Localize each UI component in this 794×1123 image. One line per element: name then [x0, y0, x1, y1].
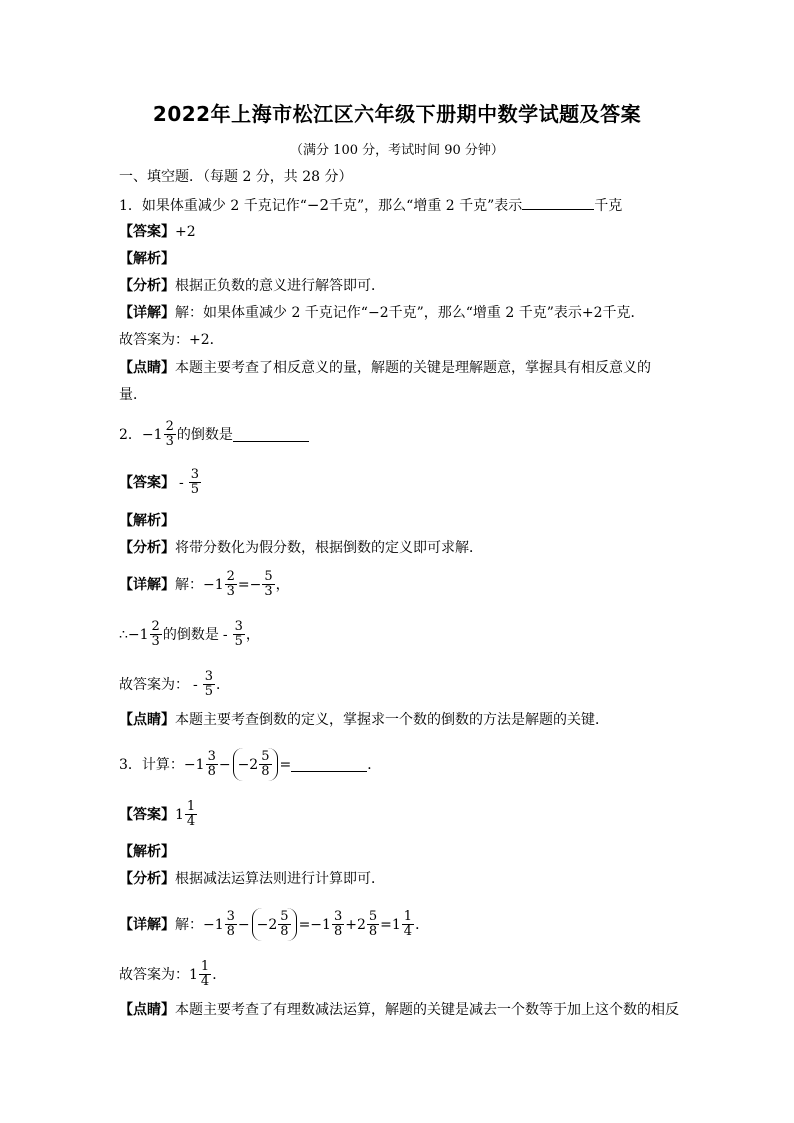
q3-minus: − [218, 756, 231, 773]
q2-detail-rden: 3 [264, 584, 273, 599]
q2-conclusion [119, 670, 230, 699]
q1-conclusion: 故答案为：+2． [119, 332, 224, 348]
q2-conclusion-prefix: 故答案为： [119, 676, 189, 693]
analysis-label: 【解析】 [119, 513, 175, 529]
q3-answer-num: 1 [186, 799, 196, 814]
q1-suffix: 千克 [594, 198, 623, 214]
q2-detail-result [262, 570, 274, 599]
q3-d-c-num: 3 [333, 909, 343, 924]
q3-conclusion-end: ． [212, 966, 227, 983]
q2-answer [119, 468, 202, 497]
q1-answer-blank [522, 195, 594, 210]
analysis-label: 【解析】 [119, 251, 175, 267]
q3-prefix: 3．计算： [119, 756, 184, 773]
q3-conclusion-whole: 1 [189, 966, 198, 983]
q3-paren [233, 748, 278, 781]
q2-detail [119, 570, 290, 599]
q2-answer-fraction [189, 468, 201, 497]
q2-fenxi-text: 将带分数化为假分数，根据倒数的定义即可求解． [175, 540, 483, 556]
q3-d-a-fraction [225, 910, 237, 939]
q1-answer-value: +2 [175, 224, 196, 240]
q2-detail-whole: −1 [203, 576, 224, 593]
q2-answer-num: 3 [190, 467, 200, 482]
detail-label: 【详解】 [119, 916, 175, 933]
q3-end: ． [367, 756, 382, 773]
comment-label: 【点睛】 [119, 360, 175, 376]
q2-therefore-mid: 的倒数是 [162, 626, 219, 643]
q3-d-b-num: 5 [280, 909, 289, 924]
q3-detail [119, 908, 429, 941]
q2-fenxi [119, 538, 483, 558]
q1-detail [119, 303, 645, 323]
q1-fenxi-text: 根据正负数的意义进行解答即可． [175, 278, 385, 294]
q2-therefore-den: 3 [151, 634, 160, 649]
q2-frac-den: 3 [165, 434, 174, 449]
q3-answer-row [119, 800, 198, 829]
q2-therefore-whole: ∴−1 [119, 626, 149, 643]
detail-label: 【详解】 [119, 305, 175, 321]
q2-therefore-fraction [150, 620, 162, 649]
q3-detail-prefix: 解： [175, 916, 203, 933]
q3-d-b-den: 8 [280, 924, 289, 939]
q3-d-paren [252, 908, 297, 941]
question-1 [119, 195, 622, 216]
section-heading: 一、填空题．（每题 2 分，共 28 分） [119, 169, 353, 185]
q3-detail-row [119, 908, 429, 941]
q3-d-a-den: 8 [226, 924, 235, 939]
q3-d-d-num: 5 [368, 909, 378, 924]
q2-analysis [119, 511, 175, 531]
q2-therefore-aden: 5 [234, 634, 243, 649]
q3-d-minus: − [237, 916, 250, 933]
q2-expression [119, 420, 309, 449]
q1-comment-cont: 量． [119, 387, 147, 403]
q2-detail-num: 2 [226, 569, 235, 584]
q2-fraction [164, 420, 176, 449]
q2-detail-den: 3 [226, 584, 235, 599]
q3-a-den: 8 [207, 764, 216, 779]
q3-b-den: 8 [261, 764, 270, 779]
q3-d-c-den: 8 [333, 924, 343, 939]
q2-whole: −1 [141, 426, 163, 443]
q3-d-result-fraction [402, 910, 414, 939]
q2-detail-prefix: 解： [175, 576, 203, 593]
fenxi-label: 【分析】 [119, 871, 175, 887]
q3-comment [119, 1000, 679, 1020]
q2-detail-row [119, 570, 290, 599]
fenxi-label: 【分析】 [119, 540, 175, 556]
q2-answer-den: 5 [190, 482, 200, 497]
q3-conclusion-num: 1 [200, 959, 210, 974]
q2-conclusion-row [119, 670, 230, 699]
analysis-label: 【解析】 [119, 844, 175, 860]
q3-answer-den: 4 [186, 814, 196, 829]
q1-detail-text: 解：如果体重减少 2 千克记作“−2千克”，那么“增重 2 千克”表示+2千克． [175, 305, 645, 321]
q3-b-whole: −2 [237, 756, 259, 773]
q3-answer-fraction [185, 800, 197, 829]
q3-answer-whole: 1 [175, 806, 184, 823]
q2-comment-text: 本题主要考查倒数的定义，掌握求一个数的倒数的方法是解题的关键． [175, 712, 609, 728]
q2-detail-rnum: 5 [264, 569, 273, 584]
q2-suffix: 的倒数是 [176, 426, 233, 443]
q2-therefore [119, 620, 260, 649]
detail-label: 【详解】 [119, 576, 175, 593]
q3-conclusion-prefix: 故答案为： [119, 966, 189, 983]
exam-info: （满分 100 分，考试时间 90 分钟） [290, 143, 504, 158]
q3-fenxi-text: 根据减法运算法则进行计算即可． [175, 871, 385, 887]
q3-d-a-num: 3 [226, 909, 235, 924]
q3-d-eq1: =−1 [298, 916, 331, 933]
q3-b-num: 5 [261, 749, 270, 764]
q3-d-r-num: 1 [403, 909, 413, 924]
answer-label: 【答案】 [119, 224, 175, 240]
q1-analysis [119, 249, 175, 269]
q2-therefore-answer [233, 620, 245, 649]
q3-d-d-fraction [367, 910, 379, 939]
fenxi-label: 【分析】 [119, 278, 175, 294]
q3-answer-blank [291, 757, 367, 772]
q1-prefix: 1．如果体重减少 2 千克记作“ [119, 198, 307, 214]
q2-conclusion-den: 5 [204, 684, 214, 699]
q3-d-eq2: =1 [380, 916, 401, 933]
page-title: 2022年上海市松江区六年级下册期中数学试题及答案 [152, 102, 642, 126]
comment-label: 【点睛】 [119, 1002, 175, 1018]
q3-conclusion-row [119, 960, 226, 989]
q3-fenxi [119, 869, 385, 889]
q3-expression [119, 748, 381, 781]
q1-fenxi [119, 276, 385, 296]
question-3 [119, 748, 381, 781]
q2-frac-num: 2 [165, 419, 174, 434]
question-2 [119, 420, 309, 449]
q1-comment [119, 358, 651, 378]
q2-conclusion-fraction [203, 670, 215, 699]
q2-therefore-end: ， [245, 626, 260, 643]
q3-d-a-whole: −1 [203, 916, 224, 933]
q1-comment-text: 本题主要考查了相反意义的量，解题的关键是理解题意，掌握具有相反意义的 [175, 360, 651, 376]
q2-number: 2． [119, 426, 142, 443]
q2-conclusion-num: 3 [204, 669, 214, 684]
q2-detail-fraction [225, 570, 237, 599]
q3-conclusion-fraction [199, 960, 211, 989]
q2-answer-blank [233, 427, 309, 442]
q3-a-fraction [206, 750, 218, 779]
q3-d-plus: +2 [345, 916, 366, 933]
q2-therefore-sign: - [222, 626, 228, 643]
q3-answer [119, 800, 198, 829]
q2-answer-row [119, 468, 202, 497]
q3-d-end: ． [415, 916, 430, 933]
q3-d-d-den: 8 [368, 924, 378, 939]
answer-label: 【答案】 [119, 806, 175, 823]
q1-neg: −2 [306, 196, 329, 214]
q2-answer-sign: - [179, 474, 184, 491]
q3-d-r-den: 4 [403, 924, 413, 939]
q2-therefore-anum: 3 [234, 619, 243, 634]
q3-conclusion [119, 960, 226, 989]
q3-conclusion-den: 4 [200, 974, 210, 989]
q2-conclusion-sign: - [193, 676, 198, 693]
q3-b-fraction [259, 750, 271, 779]
comment-label: 【点睛】 [119, 712, 175, 728]
q3-comment-text: 本题主要考查了有理数减法运算，解题的关键是减去一个数等于加上这个数的相反 [175, 1002, 679, 1018]
q2-therefore-num: 2 [151, 619, 160, 634]
q2-comment [119, 710, 609, 730]
q3-analysis [119, 842, 175, 862]
q3-a-num: 3 [207, 749, 216, 764]
q1-middle: 千克”，那么“增重 2 千克”表示 [329, 198, 523, 214]
q2-conclusion-end: ． [216, 676, 231, 693]
q3-d-b-whole: −2 [256, 916, 278, 933]
q2-detail-end: ， [275, 576, 290, 593]
q1-answer [119, 222, 196, 242]
q3-d-b-fraction [278, 910, 290, 939]
q2-detail-eq: =− [237, 576, 262, 593]
q3-equals: = [279, 756, 292, 773]
q2-therefore-row [119, 620, 260, 649]
answer-label: 【答案】 [119, 474, 175, 491]
q3-d-c-fraction [332, 910, 344, 939]
q3-a-whole: −1 [183, 756, 205, 773]
